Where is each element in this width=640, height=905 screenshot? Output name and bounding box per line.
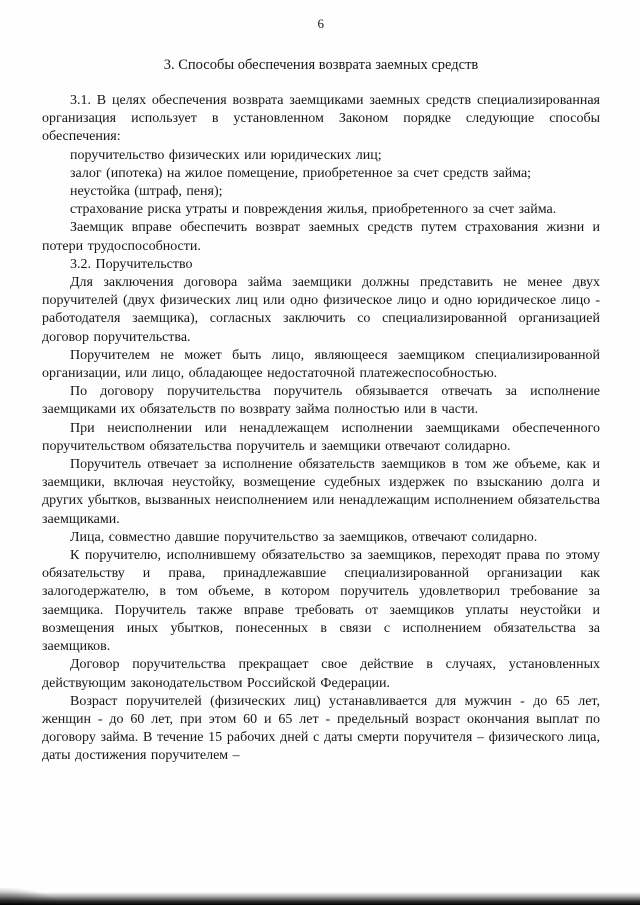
paragraph: Лица, совместно давшие поручительство за заемщиков, отвечают солидарно.	[70, 529, 538, 545]
paragraph: Возраст поручителей (физических лиц) устанавливается для мужчин - до 65 лет, женщин - до 60 лет, при этом 60 и 65 лет - предельный возраст окончания выплат по договору займа. В течение 15 рабочих дней с даты смерти поручителя – физического лица, даты достижения поручителем –	[42, 693, 600, 764]
paragraph: неустойка (штраф, пеня);	[70, 184, 223, 200]
section-heading: 3. Способы обеспечения возврата заемных средств	[163, 57, 479, 73]
paragraph: Договор поручительства прекращает свое действие в случаях, установленных действующим законодательством Российской Федерации.	[42, 657, 600, 691]
paragraph: залог (ипотека) на жилое помещение, приобретенное за счет средств займа;	[70, 165, 532, 181]
paragraph: При неисполнении или ненадлежащем исполнении заемщиками обеспеченного поручительством обязательства поручитель и заемщики отвечают солидарно.	[42, 420, 600, 454]
paragraph: По договору поручительства поручитель обязывается отвечать за исполнение заемщиками их обязательств по возврату займа полностью или в части.	[42, 384, 600, 418]
paragraph: Поручителем не может быть лицо, являющееся заемщиком специализированной организации, или лицо, обладающее недостаточной платежеспособностью.	[42, 347, 600, 382]
paragraph: Для заключения договора займа заемщики должны представить не менее двух поручителей (двух физических лиц или одно физическое лицо и одно юридическое лицо - работодателя заемщика), согласных заключить со специализированной организацией договор поручительства.	[42, 275, 600, 345]
paragraph: Поручитель отвечает за исполнение обязательств заемщиков в том же объеме, как и заемщики, включая неустойку, возмещение судебных издержек по взысканию долга и других убытков, вызванных неисполнением или ненадлежащим исполнением обязательства заемщиками.	[42, 457, 600, 527]
paragraph: страхование риска утраты и повреждения жилья, приобретенного за счет займа.	[70, 202, 557, 218]
paragraph: 3.1. В целях обеспечения возврата заемщиками заемных средств специализированная организация использует в установленном Законом порядке следующие способы обеспечения:	[42, 93, 600, 145]
scan-edge-artifact	[0, 892, 640, 905]
paragraph: К поручителю, исполнившему обязательство за заемщиков, переходят права по этому обязательству и права, принадлежавшие специализированной организации как залогодержателю, в том объеме, в котором поручитель удовлетворил требование за заемщика. Поручитель также вправе требовать от заемщиков уплаты неустойки и возмещения иных убытков, понесенных в связи с исполнением обязательства за заемщиков.	[42, 548, 600, 655]
page-number: 6	[317, 16, 325, 31]
paragraph: поручительство физических или юридических лиц;	[70, 147, 382, 163]
paragraph: Заемщик вправе обеспечить возврат заемных средств путем страхования жизни и потери трудоспособности.	[42, 220, 600, 254]
subsection-heading-paragraph: 3.2. Поручительство	[70, 256, 193, 272]
